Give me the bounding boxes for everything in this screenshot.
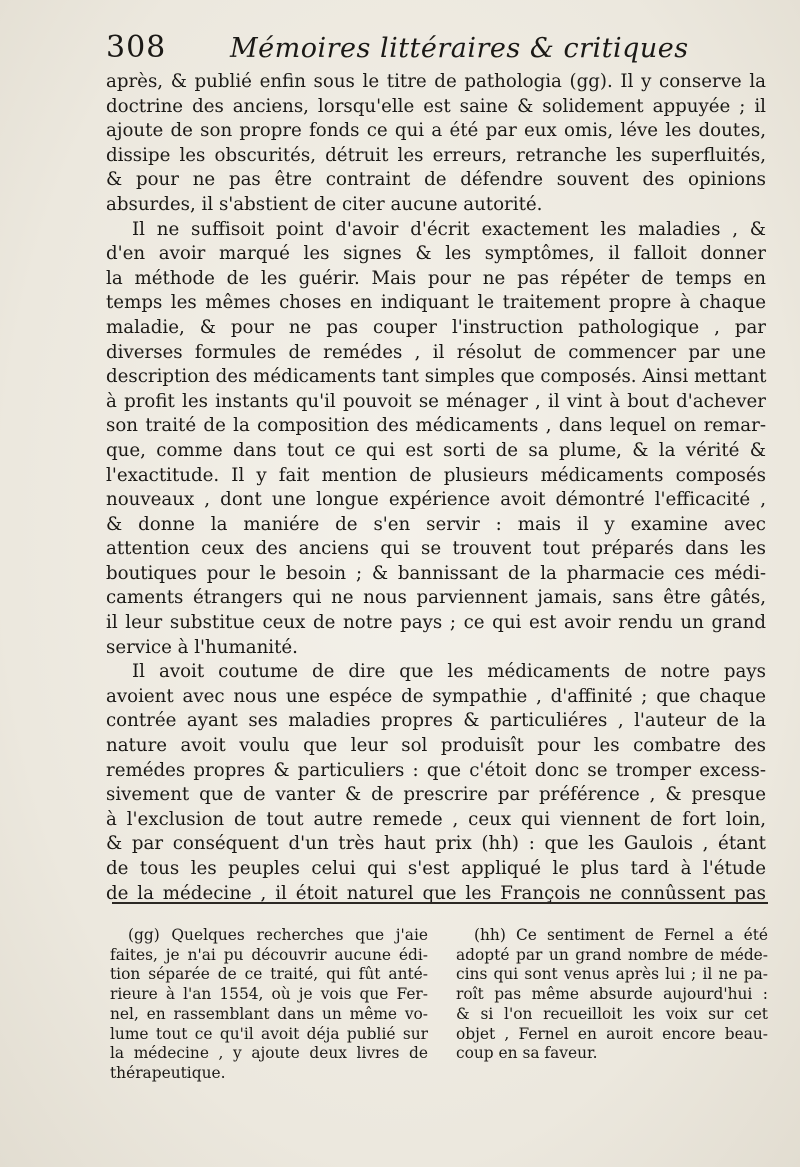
footnote-line: roît pas même absurde aujourd'hui : — [456, 985, 768, 1004]
text-line: d'en avoir marqué les signes & les symptômes, il falloit donner — [106, 243, 766, 265]
page-number: 308 — [106, 30, 167, 65]
footnote-line: cins qui sont venus après lui ; il ne pa- — [456, 965, 768, 984]
text-line: temps les mêmes choses en indiquant le traitement propre à chaque — [106, 292, 766, 314]
footnote-divider — [112, 902, 768, 904]
text-line: il leur substitue ceux de notre pays ; ce qui est avoir rendu un grand — [106, 612, 766, 634]
footnote-line: tion séparée de ce traité, qui fût anté- — [110, 965, 428, 984]
footnote-line: (hh) Ce sentiment de Fernel a été — [474, 926, 768, 944]
text-line: l'exactitude. Il y fait mention de plusieurs médicaments composés — [106, 464, 766, 486]
footnote-line: la médecine , y ajoute deux livres de — [110, 1044, 428, 1063]
page-header — [106, 30, 766, 70]
text-line: absurdes, il s'abstient de citer aucune autorité. — [106, 193, 543, 215]
text-line: doctrine des anciens, lorsqu'elle est saine & solidement appuyée ; il — [106, 95, 766, 117]
footnote-line: & si l'on recueilloit les voix sur cet — [456, 1004, 768, 1023]
text-line: service à l'humanité. — [106, 636, 298, 658]
footnote-line: lume tout ce qu'il avoit déja publié sur — [110, 1024, 428, 1043]
footnote-line: coup en sa faveur. — [456, 1044, 598, 1063]
text-line: nouveaux , dont une longue expérience avoit démontré l'efficacité , — [106, 489, 766, 511]
text-line: nature avoit voulu que leur sol produisît pour les combatre des — [106, 735, 766, 757]
text-line: la méthode de les guérir. Mais pour ne pas répéter de temps en — [106, 267, 766, 289]
text-line: attention ceux des anciens qui se trouvent tout préparés dans les — [106, 538, 766, 560]
text-line: Il avoit coutume de dire que les médicaments de notre pays — [132, 661, 766, 683]
footnote-line: faites, je n'ai pu découvrir aucune édi- — [110, 945, 428, 964]
text-line: maladie, & pour ne pas couper l'instruction pathologique , par — [106, 316, 766, 338]
text-line: Il ne suffisoit point d'avoir d'écrit exactement les maladies , & — [132, 218, 766, 240]
text-line: de la médecine , il étoit naturel que les François ne connûssent pas — [106, 882, 766, 904]
text-line: son traité de la composition des médicaments , dans lequel on remar- — [106, 415, 766, 437]
text-line: description des médicaments tant simples que composés. Ainsi mettant — [106, 366, 767, 388]
running-title: Mémoires littéraires & critiques — [230, 33, 689, 64]
text-line: sivement que de vanter & de prescrire par préférence , & presque — [106, 784, 766, 806]
footnote-line: thérapeutique. — [110, 1063, 226, 1082]
footnote-line: rieure à l'an 1554, où je vois que Fer- — [110, 985, 428, 1004]
text-line: & pour ne pas être contraint de défendre souvent des opinions — [106, 169, 766, 191]
footnote-line: adopté par un grand nombre de méde- — [456, 945, 768, 964]
text-line: après, & publié enfin sous le titre de pathologia (gg). Il y conserve la — [106, 71, 766, 92]
text-line: dissipe les obscurités, détruit les erreurs, retranche les superfluités, — [106, 144, 766, 166]
text-line: & par conséquent d'un très haut prix (hh) : que les Gaulois , étant — [106, 833, 766, 855]
text-line: contrée ayant ses maladies propres & particuliéres , l'auteur de la — [106, 710, 766, 732]
text-line: caments étrangers qui ne nous parviennent jamais, sans être gâtés, — [106, 587, 766, 609]
text-line: à profit les instants qu'il pouvoit se ménager , il vint à bout d'achever — [106, 390, 766, 412]
text-line: diverses formules de remédes , il résolut de commencer par une — [106, 341, 766, 363]
main-text — [106, 70, 766, 906]
footnote-line: nel, en rassemblant dans un même vo- — [110, 1004, 428, 1023]
footnote-gg — [110, 926, 428, 1146]
text-line: remédes propres & particuliers : que c'étoit donc se tromper excess- — [106, 759, 766, 781]
footnote-line: (gg) Quelques recherches que j'aie — [128, 926, 428, 944]
text-line: avoient avec nous une espéce de sympathie , d'affinité ; que chaque — [106, 685, 766, 707]
text-line: ajoute de son propre fonds ce qui a été par eux omis, léve les doutes, — [106, 120, 766, 142]
text-line: que, comme dans tout ce qui est sorti de sa plume, & la vérité & — [106, 439, 766, 461]
text-line: à l'exclusion de tout autre remede , ceux qui viennent de fort loin, — [106, 808, 766, 830]
footnote-line: objet , Fernel en auroit encore beau- — [456, 1024, 768, 1043]
footnote-hh — [456, 926, 768, 1146]
text-line: boutiques pour le besoin ; & bannissant de la pharmacie ces médi- — [106, 562, 766, 584]
text-line: de tous les peuples celui qui s'est appliqué le plus tard à l'étude — [106, 858, 766, 879]
text-line: & donne la maniére de s'en servir : mais il y examine avec — [106, 513, 766, 535]
